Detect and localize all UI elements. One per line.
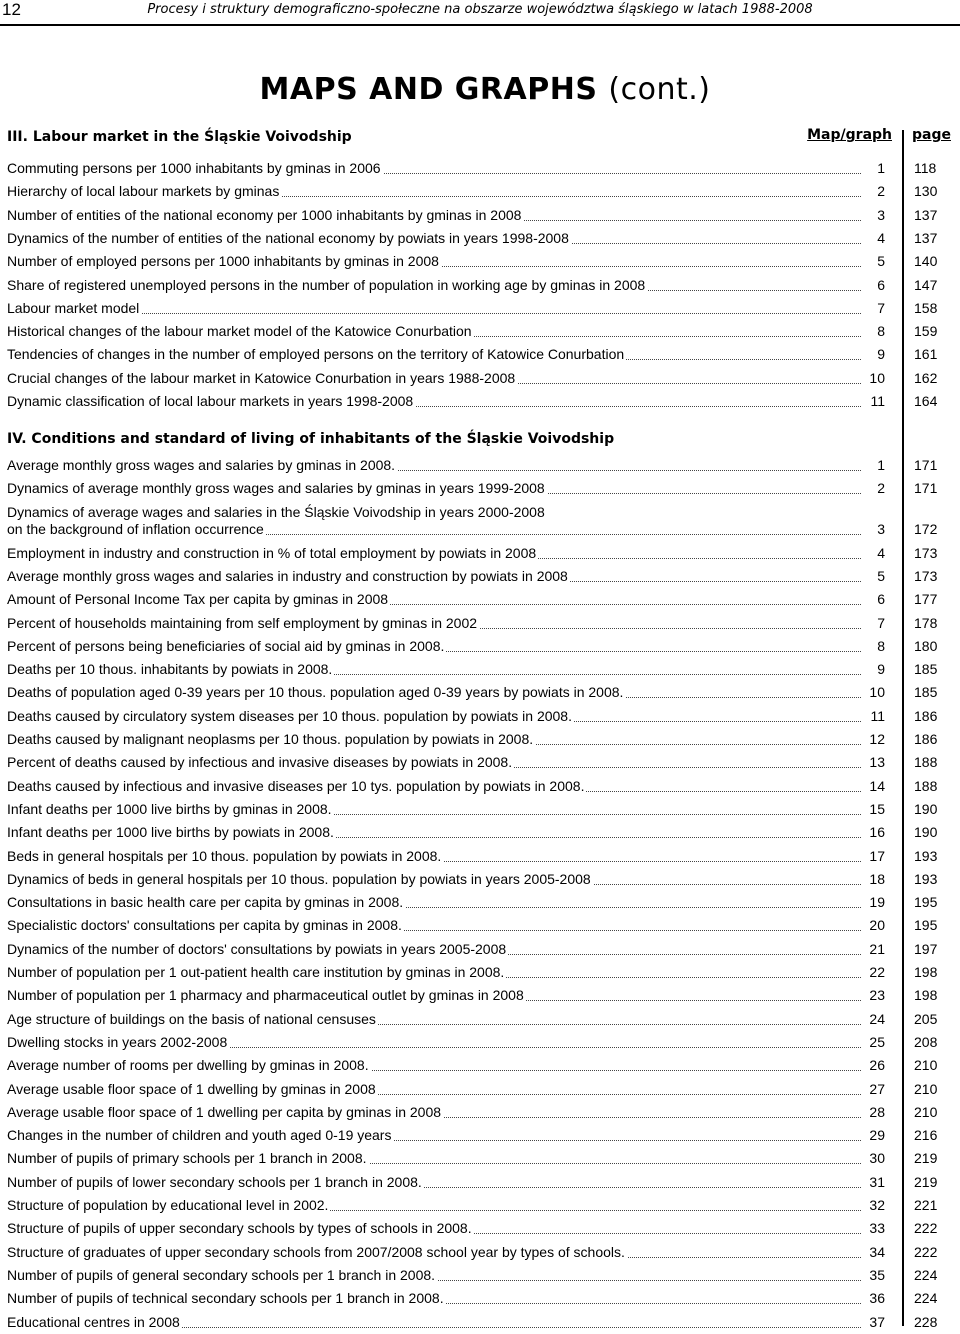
entry-title: Number of pupils of technical secondary schools per 1 branch in 2008.	[7, 1290, 444, 1307]
entry-page-number: 219	[914, 1150, 938, 1167]
toc-entry	[7, 1243, 938, 1264]
entry-map-number: 18	[861, 871, 885, 887]
entry-map-number: 37	[861, 1314, 885, 1330]
toc-entry	[7, 894, 938, 914]
entry-map-number: 8	[861, 323, 885, 339]
entry-page-number: 137	[914, 229, 938, 246]
entry-title: Educational centres in 2008	[7, 1313, 180, 1330]
entry-title: Beds in general hospitals per 10 thous. population by powiats in 2008.	[7, 847, 442, 864]
entry-page-number: 171	[914, 480, 938, 497]
entry-title: Dwelling stocks in years 2002-2008	[7, 1033, 228, 1050]
entry-title: Employment in industry and construction in % of total employment by powiats in 2008	[7, 544, 537, 561]
entry-title: Deaths caused by malignant neoplasms per 10 thous. population by powiats in 2008.	[7, 731, 534, 747]
entry-title: Dynamics of beds in general hospitals per 10 thous. population by powiats in years 2005-2008	[7, 870, 591, 887]
entry-title: Dynamics of the number of entities of the national economy by powiats in years 1998-2008	[7, 229, 569, 246]
page-number: 12	[2, 0, 21, 19]
entry-page-number: 178	[914, 614, 938, 631]
entry-map-number: 25	[861, 1034, 885, 1050]
entry-map-number: 4	[861, 545, 885, 561]
entry-title: Dynamics of average monthly gross wages and salaries by gminas in years 1999-2008	[7, 480, 545, 497]
entry-map-number: 22	[861, 964, 885, 980]
entry-map-number: 28	[861, 1104, 885, 1120]
toc-entry	[7, 917, 938, 937]
entry-map-number: 19	[861, 894, 885, 910]
entry-title: Changes in the number of children and youth aged 0-19 years	[7, 1127, 392, 1144]
entry-title: Number of pupils of primary schools per 1 branch in 2008.	[7, 1150, 367, 1167]
entry-map-number: 8	[861, 638, 885, 654]
entry-map-number: 32	[861, 1197, 885, 1213]
toc-entry	[7, 160, 937, 180]
toc-entry	[7, 591, 938, 611]
toc-entry	[7, 1266, 938, 1287]
entry-title: Dynamic classification of local labour markets in years 1998-2008	[7, 393, 414, 409]
entry-title: Crucial changes of the labour market in Katowice Conurbation in years 1988-2008	[7, 369, 516, 386]
toc-entry	[7, 637, 938, 658]
entry-page-number: 177	[914, 591, 938, 608]
entry-title: Structure of graduates of upper secondary schools from 2007/2008 school year by types of schools.	[7, 1243, 625, 1260]
entry-title: Number of population per 1 pharmacy and pharmaceutical outlet by gminas in 2008	[7, 987, 524, 1004]
entry-title: Number of pupils of lower secondary schools per 1 branch in 2008.	[7, 1173, 422, 1190]
toc-entry	[7, 707, 938, 728]
entry-map-number: 16	[861, 824, 885, 840]
entry-map-number: 34	[861, 1244, 885, 1260]
entry-title: Deaths caused by infectious and invasive diseases per 10 tys. population by powiats in 2008.	[7, 777, 585, 794]
toc-entry	[7, 183, 938, 203]
entry-page-number: 222	[914, 1243, 938, 1260]
entry-page-number: 224	[914, 1266, 938, 1283]
entry-page-number: 222	[914, 1220, 938, 1237]
toc-entry	[7, 870, 938, 891]
toc-entry	[7, 480, 938, 500]
entry-map-number: 33	[861, 1220, 885, 1236]
toc-entry	[7, 1220, 938, 1240]
section-heading-3: III. Labour market in the Śląskie Voivodship	[7, 129, 352, 145]
entry-map-number: 1	[861, 160, 885, 176]
entry-title: Specialistic doctors' consultations per capita by gminas in 2008.	[7, 917, 402, 934]
page-title	[0, 72, 960, 107]
entry-title: Infant deaths per 1000 live births by powiats in 2008.	[7, 824, 334, 841]
entry-map-number: 10	[861, 370, 885, 386]
toc-entry	[7, 1290, 938, 1310]
entry-title: Number of entities of the national economy per 1000 inhabitants by gminas in 2008	[7, 206, 522, 223]
toc-entry	[7, 206, 938, 227]
toc-entry	[7, 847, 938, 868]
entry-map-number: 9	[861, 661, 885, 677]
entry-map-number: 17	[861, 848, 885, 864]
toc-entry	[7, 393, 938, 413]
entry-map-number: 27	[861, 1081, 885, 1097]
entry-title: Deaths caused by circulatory system diseases per 10 thous. population by powiats in 2008.	[7, 707, 572, 724]
entry-page-number: 198	[914, 987, 938, 1004]
toc-entry	[7, 1313, 938, 1334]
entry-page-number: 195	[914, 917, 938, 934]
entry-map-number: 5	[861, 253, 885, 269]
entry-title: Average usable floor space of 1 dwelling by gminas in 2008	[7, 1080, 376, 1097]
entry-page-number: 185	[914, 661, 938, 678]
toc-entry	[7, 1173, 938, 1194]
toc-entry	[7, 1150, 938, 1170]
entry-map-number: 11	[861, 708, 885, 724]
entry-page-number: 180	[914, 637, 938, 654]
column-header-page: page	[912, 127, 951, 143]
column-divider	[902, 130, 904, 1326]
toc-entry	[7, 1127, 938, 1147]
entry-page-number: 188	[914, 754, 938, 771]
entry-page-number: 130	[914, 183, 938, 200]
entry-map-number: 11	[861, 393, 885, 409]
toc-entry	[7, 1033, 938, 1054]
entry-title: Deaths of population aged 0-39 years per 10 thous. population aged 0-39 years by powiats in 2008.	[7, 684, 624, 701]
entry-title: Percent of households maintaining from self employment by gminas in 2002	[7, 614, 478, 631]
entry-page-number: 140	[914, 253, 938, 270]
entry-title: Commuting persons per 1000 inhabitants by gminas in 2006	[7, 160, 381, 176]
entry-title: Structure of population by educational level in 2002.	[7, 1197, 329, 1213]
entry-page-number: 190	[914, 800, 938, 817]
toc-entry	[7, 1010, 938, 1031]
entry-page-number: 228	[914, 1313, 938, 1330]
entry-map-number: 5	[861, 568, 885, 584]
entry-page-number: 186	[914, 707, 938, 724]
entry-page-number: 173	[914, 544, 938, 561]
entry-title: Consultations in basic health care per capita by gminas in 2008.	[7, 894, 404, 911]
entry-page-number: 186	[914, 731, 938, 747]
entry-title: Average usable floor space of 1 dwelling per capita by gminas in 2008	[7, 1103, 442, 1120]
entry-page-number: 193	[914, 870, 938, 887]
entry-title: Share of registered unemployed persons in the number of population in working age by gminas in 2008	[7, 276, 646, 293]
toc-entry	[7, 824, 938, 844]
toc-entry	[7, 567, 938, 588]
entry-map-number: 3	[861, 521, 885, 537]
entry-title: Infant deaths per 1000 live births by gminas in 2008.	[7, 800, 332, 817]
toc-entry	[7, 777, 938, 798]
entry-map-number: 26	[861, 1057, 885, 1073]
entry-page-number: 224	[914, 1290, 938, 1307]
entry-title: Structure of pupils of upper secondary schools by types of schools in 2008.	[7, 1220, 472, 1237]
entry-page-number: 164	[914, 393, 938, 409]
entry-title: Deaths per 10 thous. inhabitants by powiats in 2008.	[7, 661, 333, 678]
page-title-cont: (cont.)	[608, 72, 711, 107]
toc-entry	[7, 323, 938, 343]
entry-map-number: 36	[861, 1290, 885, 1306]
entry-title: Percent of persons being beneficiaries of social aid by gminas in 2008.	[7, 637, 445, 654]
entry-map-number: 29	[861, 1127, 885, 1143]
entry-map-number: 23	[861, 987, 885, 1003]
section-heading-4: IV. Conditions and standard of living of inhabitants of the Śląskie Voivodship	[7, 431, 615, 447]
entry-page-number: 195	[914, 894, 938, 911]
toc-entry	[7, 731, 938, 751]
entry-page-number: 147	[914, 276, 938, 293]
entry-page-number: 171	[914, 457, 938, 473]
entry-map-number: 7	[861, 615, 885, 631]
entry-title: Historical changes of the labour market model of the Katowice Conurbation	[7, 323, 472, 340]
entry-title-continued: on the background of inflation occurrence	[7, 520, 264, 537]
toc-entry	[7, 1103, 938, 1124]
running-header	[0, 0, 960, 26]
entry-title: Labour market model	[7, 299, 140, 316]
entry-title: Average number of rooms per dwelling by gminas in 2008.	[7, 1057, 369, 1074]
entry-page-number: 158	[914, 299, 938, 316]
entry-page-number: 208	[914, 1033, 938, 1050]
entry-page-number: 210	[914, 1103, 938, 1120]
entry-page-number: 185	[914, 684, 938, 701]
entry-page-number: 173	[914, 567, 938, 584]
entry-map-number: 31	[861, 1174, 885, 1190]
entry-map-number: 6	[861, 277, 885, 293]
running-title: Procesy i struktury demograficzno-społeczne na obszarze województwa śląskiego w latach 1988-2008	[147, 2, 813, 17]
toc-entry	[7, 503, 938, 542]
entry-page-number: 197	[914, 940, 938, 957]
entry-map-number: 35	[861, 1267, 885, 1283]
entry-map-number: 21	[861, 941, 885, 957]
toc-entry	[7, 253, 938, 273]
toc-entry	[7, 964, 938, 984]
entry-map-number: 4	[861, 230, 885, 246]
toc-entry	[7, 614, 938, 635]
toc-entry	[7, 276, 938, 297]
toc-entry	[7, 940, 938, 961]
entry-page-number: 210	[914, 1080, 938, 1097]
toc-entry	[7, 346, 938, 366]
entry-page-number: 172	[914, 520, 938, 537]
entry-map-number: 24	[861, 1011, 885, 1027]
entry-map-number: 6	[861, 591, 885, 607]
entry-map-number: 10	[861, 684, 885, 700]
entry-map-number: 14	[861, 778, 885, 794]
entry-title: Hierarchy of local labour markets by gminas	[7, 183, 280, 200]
entry-page-number: 205	[914, 1010, 938, 1027]
entry-page-number: 118	[914, 160, 937, 176]
toc-entry	[7, 299, 938, 320]
entry-map-number: 30	[861, 1150, 885, 1166]
toc-entry	[7, 457, 938, 477]
entry-page-number: 219	[914, 1173, 938, 1190]
toc-entry	[7, 800, 938, 821]
toc-entry	[7, 1197, 938, 1217]
page-title-main: MAPS AND GRAPHS	[259, 72, 598, 107]
entry-title: Number of employed persons per 1000 inhabitants by gminas in 2008	[7, 253, 439, 270]
toc-entry	[7, 544, 938, 565]
entry-title: Percent of deaths caused by infectious and invasive diseases by powiats in 2008.	[7, 754, 513, 771]
entry-page-number: 198	[914, 964, 938, 980]
entry-map-number: 12	[861, 731, 885, 747]
entry-map-number: 2	[861, 183, 885, 199]
entry-page-number: 193	[914, 847, 938, 864]
entry-map-number: 13	[861, 754, 885, 770]
toc-entry	[7, 684, 938, 704]
toc-entry	[7, 229, 938, 250]
entry-page-number: 161	[914, 346, 938, 363]
entry-map-number: 15	[861, 801, 885, 817]
entry-page-number: 190	[914, 824, 938, 841]
toc-entry	[7, 661, 938, 681]
entry-page-number: 159	[914, 323, 938, 340]
entry-page-number: 216	[914, 1127, 938, 1144]
toc-entry	[7, 754, 938, 774]
toc-entry	[7, 1057, 938, 1077]
column-header-map: Map/graph	[807, 127, 892, 143]
entry-page-number: 162	[914, 369, 938, 386]
entry-map-number: 1	[861, 457, 885, 473]
entry-page-number: 210	[914, 1057, 938, 1074]
entry-map-number: 7	[861, 300, 885, 316]
entry-map-number: 9	[861, 346, 885, 362]
entry-page-number: 137	[914, 206, 938, 223]
toc-entry	[7, 1080, 938, 1101]
entry-title: Number of pupils of general secondary schools per 1 branch in 2008.	[7, 1266, 436, 1283]
entry-page-number: 188	[914, 777, 938, 794]
entry-map-number: 20	[861, 917, 885, 933]
entry-title: Average monthly gross wages and salaries in industry and construction by powiats in 2008	[7, 567, 568, 584]
entry-title: Dynamics of the number of doctors' consultations by powiats in years 2005-2008	[7, 940, 507, 957]
entry-title: Age structure of buildings on the basis of national censuses	[7, 1010, 376, 1027]
entry-map-number: 3	[861, 207, 885, 223]
entry-title: Average monthly gross wages and salaries by gminas in 2008.	[7, 457, 396, 473]
entry-page-number: 221	[914, 1197, 938, 1213]
toc-entry	[7, 369, 938, 390]
toc-entry	[7, 987, 938, 1007]
entry-title: Dynamics of average wages and salaries in the Śląskie Voivodship in years 2000-2008	[7, 503, 545, 520]
entry-title: Tendencies of changes in the number of employed persons on the territory of Katowice Conurbation	[7, 346, 625, 363]
entry-map-number: 2	[861, 480, 885, 496]
entry-title: Amount of Personal Income Tax per capita by gminas in 2008	[7, 591, 389, 608]
entry-title: Number of population per 1 out-patient health care institution by gminas in 2008.	[7, 964, 505, 980]
